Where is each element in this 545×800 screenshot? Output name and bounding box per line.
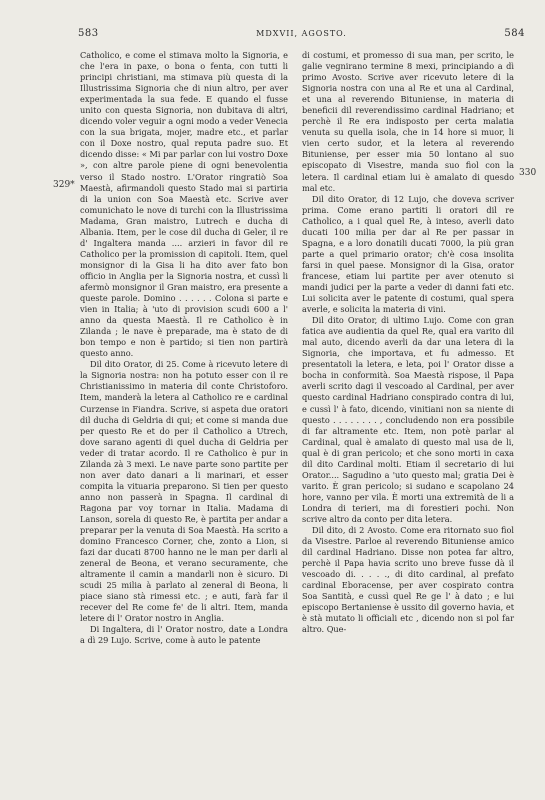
left-page-number: 583 [78, 28, 99, 39]
paragraph: di costumi, et promesso di sua man, per scrito, le galie vegnirano termine 8 mexi, principiando a dì primo Avosto. Scrive aver ricevuto letere di la Signoria nostra con una al Re et una al Cardinal, et una al reverendo Bituniense, in materia di beneficii dil reverendissimo cardinal Hadriano; et perchè il Re era indisposto per certa malatia venuta su quella isola, che in 14 hore si muor, li vien certo sudor, et la letera al reverendo Bituniense, per esser mia 50 lontano al suo episcopato di Visestre, manda suo fiol con la letera. Il cardinal etiam lui è amalato di quesdo mal etc. [302, 50, 514, 193]
left-column [80, 50, 288, 647]
paragraph: Di Ingaltera, di l' Orator nostro, date a Londra a dì 29 Lujo. Scrive, come à auto le patente [80, 624, 288, 646]
right-margin-marker: 330 [519, 168, 537, 178]
page-header [78, 28, 525, 42]
paragraph: Dil dito Orator, di 12 Lujo, che doveva scriver prima. Come erano partiti li oratori dil re Catholico, a i qual quel Re, à inteso, averli dato ducati 100 milia per dar al Re per passar in Spagna, e a loro donatili ducati 7000, la più gran parte a quel primario orator; ch'è cosa insolita farsi in quel paese. Monsignor di la Gisa, orator francese, etiam lui partite per aver otenuto si mandi judici per la parte a veder di danni fati etc. Lui solicita aver le patente di costumi, qual spera averle, e solicita la materia di vini. [302, 193, 514, 315]
paragraph: Dil dito Orator, di 25. Come à ricevuto letere di la Signoria nostra: non ha potuto esser con il re Christianissimo in materia dil conte Christoforo. Item, manderà la letera al Catholico re e cardinal Curzense in Fiandra. Scrive, si aspeta due oratori dil ducha di Geldria di qui; et come si manda due per questo Re et do per il Catholico a Utrech, dove sarano agenti di quel ducha di Geldria per veder di tratar acordo. Il re Catholico è pur in Zilanda zà 3 mexi. Le nave parte sono partite per non aver dato danari a li marinari, et esser compita la vituaria preparono. Si tien per questo anno non passerà in Spagna. Il cardinal di Ragona par voy tornar in Italia. Madama di Lanson, sorela di questo Re, è partita per andar a preparar per la venuta di Soa Maestà. Ha scrito a domino Francesco Corner, che, zonto a Lion, si fazi dar ducati 8700 hanno ne le man per darli al zeneral de Beona, et verano securamente, che altramente il camin a mandarli non è sicuro. Di scudi 25 milia à parlato al zeneral di Beona, li piace siano stà rimessi etc. ; e auti, farà far il recever del Re come fe' de li altri. Item, manda letere di l' Orator nostro in Anglia. [80, 359, 288, 624]
paragraph: Dil dito, di 2 Avosto. Come era ritornato suo fiol da Visestre. Parloe al reverendo Bituniense amico dil cardinal Hadriano. Disse non potea far altro, perchè il Papa havia scrito uno breve fusse dà il vescoado di. . . . ., di dito cardinal, al prefato cardinal Eboracense, per aver cospirato contra Soa Santità, e cussì quel Re ge l' à dato ; e lui episcopo Bertaniense è ussito dil governo havia, et è stà mutato li officiali etc , dicendo non si pol far altro. Que- [302, 525, 514, 635]
right-column [302, 50, 514, 635]
right-page-number: 584 [504, 28, 525, 39]
running-title: MDXVII, AGOSTO. [256, 29, 347, 38]
paragraph: Dil dito Orator, di ultimo Lujo. Come con gran fatica ave audientia da quel Re, qual era varito dil mal auto, dicendo averli da dar una letera di la Signoria, che importava, et fu admesso. Et presentatoli la letera, e leta, poi l' Orator disse a bocha in conformità. Soa Maestà rispose, il Papa averli scrito dagi il vescoado al Cardinal, per aver questo cardinal Hadriano conspirado contra di lui, e cussì l' à fato, dicendo, vinitiani non sa niente di questo . . . . . . . . , concludendo non era possibile di far altramente etc. Item, non potè parlar al Cardinal, qual è amalato di questo mal usa de li, qual è di gran pericolo; et che sono morti in caxa dil dito Cardinal molti. Etiam il secretario di lui Orator.... Sagudino a 'uto questo mal; gratia Dei è varito. È gran pericolo; si sudano e scapolano 24 hore, vanno per vila. È morti una extremità de li a Londra di terieri, ma di forestieri pochi. Non scrive altro da conto per dita letera. [302, 315, 514, 524]
left-margin-marker: 329* [53, 180, 75, 190]
paragraph: Catholico, e come el stimava molto la Signoria, e che l'era in paxe, o bona o fenta, con tutti li principi christiani, ma stimava più questa di la Illustrissima Signoria che di niun altro, per aver experimentada la sua fede. E quando el fusse unito con questa Signoria, non dubitava di altri, dicendo voler veguir a ogni modo a veder Venecia con la sua brigata, mojer, madre etc., et parlar con il Doxe nostro, qual reputa padre suo. Et dicendo disse: « Mi par parlar con lui vostro Doxe », con altre parole piene di ogni benevolentia verso il Stado nostro. L'Orator ringratiò Soa Maestà, afirmandoli questo Stado mai si partiria di la union con Soa Maestà etc. Scrive aver comunichato le nove di turchi con la Illustrissima Madama, Gran maistro, Lutrech e ducha di Albania. Item, per le cose dil ducha di Geler, il re d' Ingaltera manda .... arzieri in favor dil re Catholico per la promission di capitoli. Item, quel monsignor di la Gisa li ha dito aver fato bon officio in Anglia per la Signoria nostra, et cussì li afermò monsignor il Gran maistro, era presente a queste parole. Domino . . . . . . Colona si parte e vien in Italia; à 'uto di provision scudi 600 a l' anno da questa Maestà. Il re Catholico è in Zilanda ; le nave è preparade, ma è stato de di bon tempo e non è partido; si tien non partirà questo anno. [80, 50, 288, 359]
